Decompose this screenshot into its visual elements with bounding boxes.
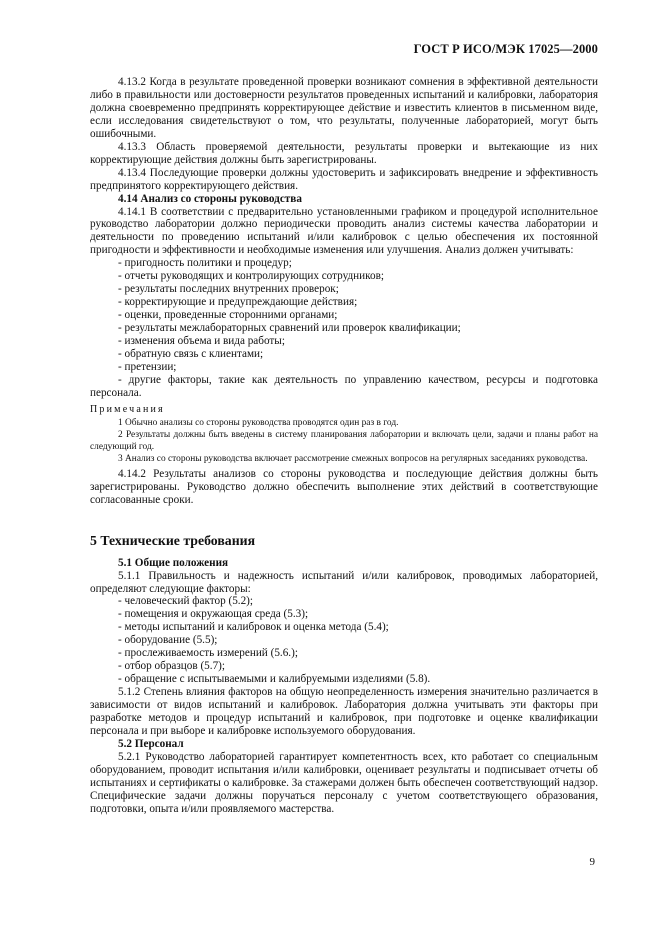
paragraph-5-2-1: 5.2.1 Руководство лабораторией гарантирует компетентность всех, кто работает со специальным оборудованием, проводит испытания и/или калибровки, оценивает результаты и подписывает отчеты об испытаниях и сертификаты о калибровке. За стажерами должен быть обеспечен соответствующий надзор. Специфические задачи должны поручаться персоналу с учетом соответствующего образования, подготовки, опыта и/или проявляемого мастерства. [90, 750, 598, 815]
list-item: - помещения и окружающая среда (5.3); [118, 608, 309, 621]
list-item: - претензии; [118, 360, 177, 373]
list-item: - корректирующие и предупреждающие действия; [118, 296, 358, 309]
list-item: - другие факторы, такие как деятельность по управлению качеством, ресурсы и подготовка персонала. [90, 373, 598, 399]
note-item: 2 Результаты должны быть введены в систему планирования лаборатории и включать цели, задачи и планы работ на следующий год. [90, 429, 598, 452]
list-item: - человеческий фактор (5.2); [118, 595, 254, 608]
list-item: - результаты последних внутренних проверок; [118, 283, 339, 296]
paragraph-5-1-2: 5.1.2 Степень влияния факторов на общую неопределенность измерения значительно различается в зависимости от видов испытаний и калибровок. Лаборатория должна учитывать эти факторы при разработке методов и процедур испытаний и калибровок, при подготовке и оценке квалификации персонала и при выборе и калибровке используемого оборудования. [90, 686, 598, 737]
paragraph-4-13-3: 4.13.3 Область проверяемой деятельности, результаты проверки и вытекающие из них корректирующие действия должны быть зарегистрированы. [90, 140, 598, 166]
list-5-1 [90, 595, 598, 686]
paragraph-5-1-1: 5.1.1 Правильность и надежность испытаний и/или калибровок, проводимых лабораторией, определяют следующие факторы: [90, 569, 598, 595]
list-4-14 [90, 257, 598, 399]
list-item: - оборудование (5.5); [118, 634, 218, 647]
list-item: - методы испытаний и калибровок и оценка метода (5.4); [118, 621, 389, 634]
page-header: ГОСТ Р ИСО/МЭК 17025—2000 [413, 42, 598, 56]
list-item: - изменения объема и вида работы; [118, 335, 285, 348]
document-body [90, 76, 598, 816]
list-item: - оценки, проведенные сторонними органами; [118, 309, 338, 322]
list-item: - прослеживаемость измерений (5.6.); [118, 647, 298, 660]
list-item: - отбор образцов (5.7); [118, 660, 226, 673]
list-item: - отчеты руководящих и контролирующих сотрудников; [118, 270, 385, 283]
note-item: 1 Обычно анализы со стороны руководства проводятся один раз в год. [118, 417, 399, 428]
page-number: 9 [589, 856, 595, 868]
heading-5-2: 5.2 Персонал [118, 737, 184, 750]
paragraph-4-13-2: 4.13.2 Когда в результате проведенной проверки возникают сомнения в эффективной деятельности либо в правильности или достоверности результатов проведенных испытаний и калибровки, лаборатория должна своевременно предпринять корректирующее действие и известить клиентов в письменном виде, если исследования свидетельствуют о том, что результаты, полученные лабораторией, могут быть ошибочными. [90, 76, 598, 140]
notes-title: Примечания [90, 403, 165, 415]
list-item: - обращение с испытываемыми и калибруемыми изделиями (5.8). [118, 673, 431, 686]
list-item: - пригодность политики и процедур; [118, 257, 292, 270]
note-item: 3 Анализ со стороны руководства включает рассмотрение смежных вопросов на регулярных заседаниях руководства. [118, 453, 588, 464]
heading-5-1: 5.1 Общие положения [118, 556, 229, 569]
paragraph-4-13-4: 4.13.4 Последующие проверки должны удостоверить и зафиксировать внедрение и эффективность предпринятого корректирующего действия. [90, 166, 598, 192]
list-item: - результаты межлабораторных сравнений или проверок квалификации; [118, 322, 461, 335]
heading-4-14: 4.14 Анализ со стороны руководства [118, 192, 302, 205]
list-item: - обратную связь с клиентами; [118, 348, 264, 361]
paragraph-4-14-1: 4.14.1 В соответствии с предварительно установленными графиком и процедурой исполнительное руководство лаборатории должно периодически проводить анализ системы качества лаборатории и деятельности по проведению испытаний и/или калибровок с целью обеспечения их постоянной пригодности и эффективности и необходимые изменения или улучшения. Анализ должен учитывать: [90, 205, 598, 257]
paragraph-4-14-2: 4.14.2 Результаты анализов со стороны руководства и последующие действия должны быть зарегистрированы. Руководство должно обеспечить выполнение этих действий в соответствующие согласованные сроки. [90, 467, 598, 506]
section-title-5: 5 Технические требования [90, 532, 256, 548]
